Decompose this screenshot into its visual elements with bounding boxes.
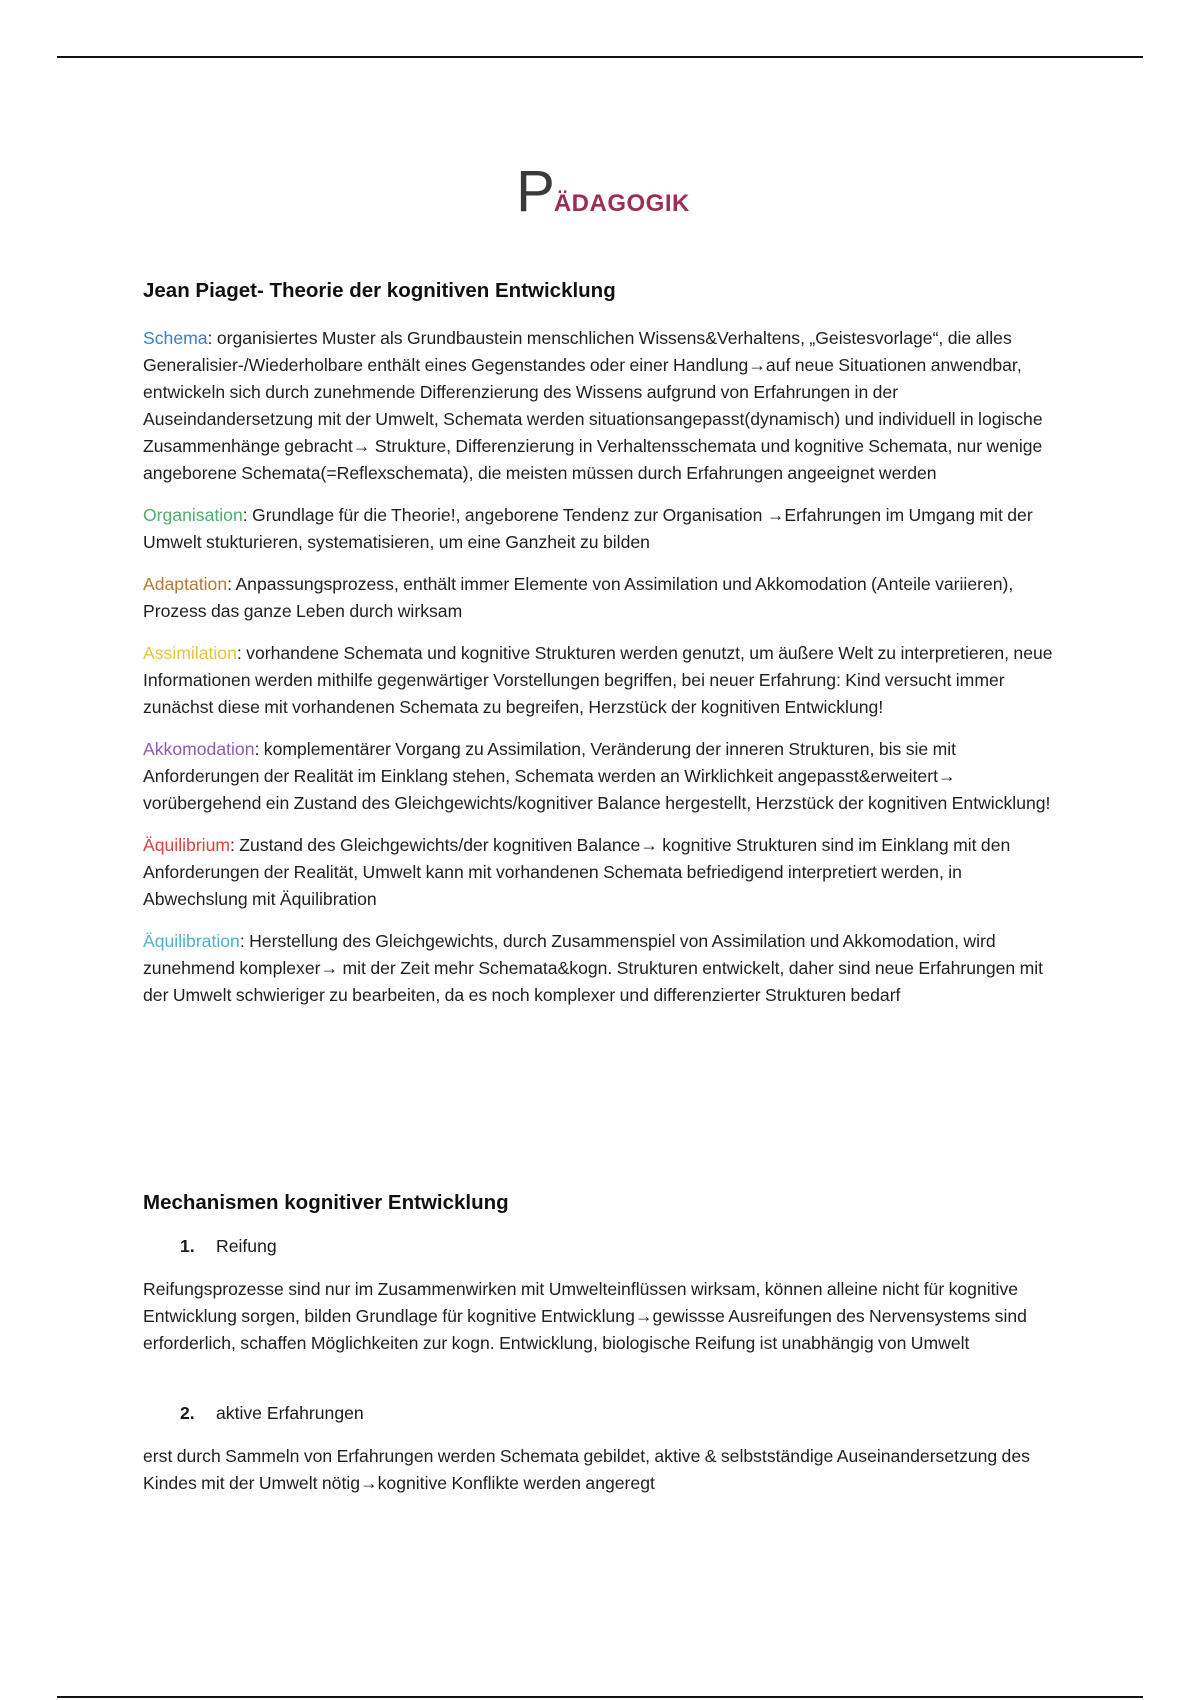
- term-adaptation: Adaptation: [143, 574, 228, 594]
- definition-aequilibration: [143, 928, 1063, 1009]
- definition-text: : organisiertes Muster als Grundbaustein menschlichen Wissens&Verhaltens, „Geistesvorlage“, die alles Generalisier-/Wiederholbare enthält eines Gegenstandes oder einer Handlung→auf neue Situationen anwendbar, entwickeln sich durch zunehmende Differenzierung des Wissens aufgrund von Erfahrungen in der Auseindandersetzung mit der Umwelt, Schemata werden situationsangepasst(dynamisch) und individuell in logische Zusammenhänge gebracht→ Strukture, Differenzierung in Verhaltensschemata und kognitive Schemata, nur wenige angeborene Schemata(=Reflexschemata), die meisten müssen durch Erfahrungen angeeignet werden: [143, 328, 1043, 483]
- list-item-reifung: [180, 1233, 277, 1260]
- definition-text: : Zustand des Gleichgewichts/der kognitiven Balance→ kognitive Strukturen sind im Einklang mit den Anforderungen der Realität, Umwelt kann mit vorhandenen Schemata befriedigend interpretiert werden, in Abwechslung mit Äquilibration: [143, 835, 1011, 909]
- term-akkomodation: Akkomodation: [143, 739, 255, 759]
- page-title: [143, 158, 1063, 225]
- definition-text: : Grundlage für die Theorie!, angeborene Tendenz zur Organisation →Erfahrungen im Umgang mit der Umwelt stukturieren, systematisieren, um eine Ganzheit zu bilden: [143, 505, 1033, 552]
- definition-text: : Herstellung des Gleichgewichts, durch Zusammenspiel von Assimilation und Akkomodation, wird zunehmend komplexer→ mit der Zeit mehr Schemata&kogn. Strukturen entwickelt, daher sind neue Erfahrungen mit der Umwelt schwieriger zu bearbeiten, da es noch komplexer und differenzierter Strukturen bedarf: [143, 931, 1044, 1005]
- definition-organisation: [143, 502, 1063, 556]
- title-first-letter: P: [516, 159, 554, 224]
- definition-adaptation: [143, 571, 1063, 625]
- definition-text: : Anpassungsprozess, enthält immer Elemente von Assimilation und Akkomodation (Anteile variieren), Prozess das ganze Leben durch wirksam: [143, 574, 1014, 621]
- list-item-label: Reifung: [216, 1236, 277, 1256]
- definition-text: : komplementärer Vorgang zu Assimilation, Veränderung der inneren Strukturen, bis sie mit Anforderungen der Realität im Einklang stehen, Schemata werden an Wirklichkeit angepasst&erweitert→ vorübergehend ein Zustand des Gleichgewichts/kognitiver Balance hergestellt, Herzstück der kognitiven Entwicklung!: [143, 739, 1051, 813]
- list-number: 2.: [180, 1403, 195, 1423]
- definition-assimilation: [143, 640, 1063, 721]
- list-item-aktive-erfahrungen: [180, 1400, 364, 1427]
- top-rule: [57, 56, 1143, 58]
- paragraph-aktive-erfahrungen: erst durch Sammeln von Erfahrungen werden Schemata gebildet, aktive & selbstständige Auseinandersetzung des Kindes mit der Umwelt nötig→kognitive Konflikte werden angeregt: [143, 1446, 1030, 1493]
- term-assimilation: Assimilation: [143, 643, 237, 663]
- definition-schema: [143, 325, 1063, 487]
- term-schema: Schema: [143, 328, 208, 348]
- definition-akkomodation: [143, 736, 1063, 817]
- paragraph-reifung: Reifungsprozesse sind nur im Zusammenwirken mit Umwelteinflüssen wirksam, können alleine nicht für kognitive Entwicklung sorgen, bilden Grundlage für kognitive Entwicklung→gewissse Ausreifungen des Nervensystems sind erforderlich, schaffen Möglichkeiten zur kogn. Entwicklung, biologische Reifung ist unabhängig von Umwelt: [143, 1279, 1027, 1353]
- definition-text: : vorhandene Schemata und kognitive Strukturen werden genutzt, um äußere Welt zu interpretieren, neue Informationen werden mithilfe gegenwärtiger Vorstellungen begriffen, bei neuer Erfahrung: Kind versucht immer zunächst diese mit vorhandenen Schemata zu begreifen, Herzstück der kognitiven Entwicklung!: [143, 643, 1053, 717]
- term-organisation: Organisation: [143, 505, 243, 525]
- definition-aequilibrium: [143, 832, 1063, 913]
- section-heading-mechanismen: Mechanismen kognitiver Entwicklung: [143, 1191, 509, 1214]
- term-aequilibration: Äquilibration: [143, 931, 240, 951]
- term-aequilibrium: Äquilibrium: [143, 835, 231, 855]
- list-item-label: aktive Erfahrungen: [216, 1403, 364, 1423]
- bottom-rule: [57, 1696, 1143, 1698]
- definitions-list: [143, 325, 1063, 1024]
- title-rest: ÄDAGOGIK: [553, 190, 690, 217]
- list-number: 1.: [180, 1236, 195, 1256]
- section-heading-piaget: Jean Piaget- Theorie der kognitiven Entwicklung: [143, 279, 616, 302]
